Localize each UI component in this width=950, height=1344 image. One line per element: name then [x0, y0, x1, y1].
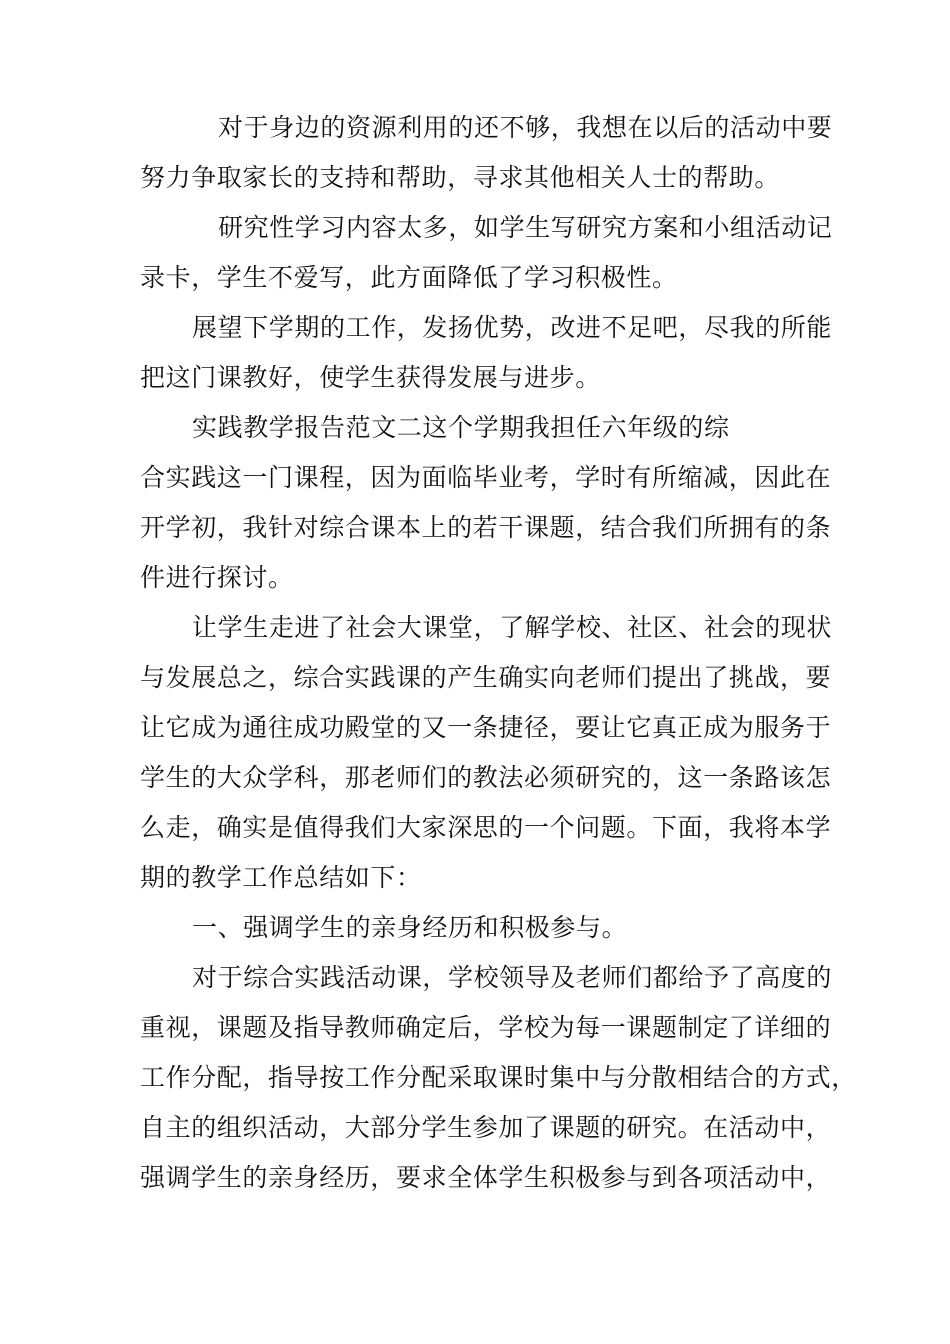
text-line: 与发展总之，综合实践课的产生确实向老师们提出了挑战，要	[140, 663, 832, 692]
text-line: 对于综合实践活动课，学校领导及老师们都给予了高度的	[192, 963, 833, 992]
text-line: 自主的组织活动，大部分学生参加了课题的研究。在活动中，	[140, 1113, 832, 1142]
text-line: 工作分配，指导按工作分配采取课时集中与分散相结合的方式，	[140, 1063, 857, 1092]
text-line: 让学生走进了社会大课堂，了解学校、社区、社会的现状	[192, 613, 833, 642]
text-line: 一、强调学生的亲身经历和积极参与。	[192, 913, 628, 942]
text-line: 强调学生的亲身经历，要求全体学生积极参与到各项活动中，	[140, 1163, 832, 1192]
text-line: 把这门课教好，使学生获得发展与进步。	[140, 363, 601, 392]
text-line: 让它成为通往成功殿堂的又一条捷径，要让它真正成为服务于	[140, 713, 832, 742]
text-line: 开学初，我针对综合课本上的若干课题，结合我们所拥有的条	[140, 513, 832, 542]
text-line: 对于身边的资源利用的还不够，我想在以后的活动中要	[218, 113, 833, 142]
text-line: 录卡，学生不爱写，此方面降低了学习积极性。	[140, 263, 678, 292]
text-line: 件进行探讨。	[140, 563, 294, 592]
text-line: 么走，确实是值得我们大家深思的一个问题。下面，我将本学	[140, 813, 832, 842]
text-line: 重视，课题及指导教师确定后，学校为每一课题制定了详细的	[140, 1013, 832, 1042]
text-line: 展望下学期的工作，发扬优势，改进不足吧，尽我的所能	[192, 313, 833, 342]
text-line: 学生的大众学科，那老师们的教法必须研究的，这一条路该怎	[140, 763, 832, 792]
text-line: 合实践这一门课程，因为面临毕业考，学时有所缩减，因此在	[140, 463, 832, 492]
text-line: 期的教学工作总结如下：	[140, 863, 422, 892]
text-line: 努力争取家长的支持和帮助，寻求其他相关人士的帮助。	[140, 163, 781, 192]
text-line: 研究性学习内容太多，如学生写研究方案和小组活动记	[218, 213, 833, 242]
text-line: 实践教学报告范文二这个学期我担任六年级的综	[192, 413, 730, 442]
